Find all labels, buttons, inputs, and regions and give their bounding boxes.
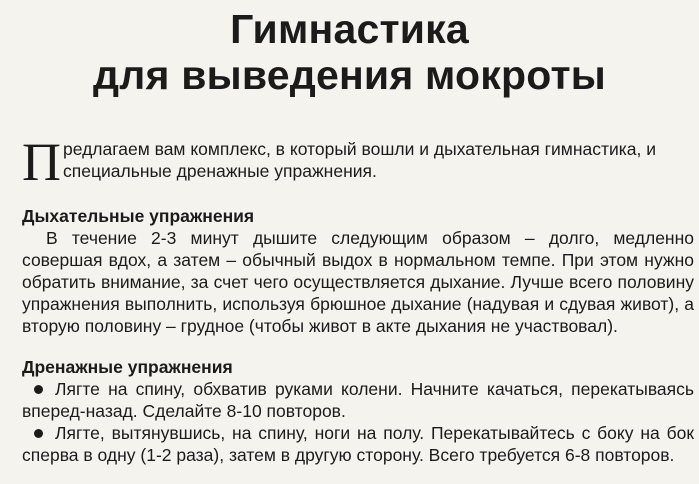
intro-paragraph — [22, 132, 694, 192]
title-line-2: для выведения мокроты — [93, 52, 606, 98]
drainage-section — [22, 356, 694, 466]
list-item — [22, 422, 694, 466]
page-bleed-through-middle — [0, 108, 699, 134]
intro-text: редлагаем вам комплекс, в который вошли и дыхательная гимнастика, и специальные дренажные упражнения. — [63, 139, 657, 181]
breathing-heading: Дыхательные упражнения — [22, 206, 255, 226]
list-item — [22, 378, 694, 422]
drainage-list — [22, 378, 694, 466]
article-title — [0, 6, 699, 98]
breathing-section — [22, 205, 694, 337]
list-item-text: Лягте на спину, обхватив руками колени. Начните качаться, перекатываясь вперед-назад. Сделайте 8-10 повторов. — [22, 379, 694, 421]
breathing-text: В течение 2-3 минут дышите следующим образом – долго, медленно совершая вдох, а затем – обычный выдох в нормальном темпе. При этом нужно обратить внимание, за счет чего осуществляется дыхание. Лучше всего половину упражнения выполнить, используя брюшное дыхание (надувая и сдувая живот), а вторую половину – грудное (чтобы живот в акте дыхания не участвовал). — [22, 228, 694, 336]
bullet-icon — [34, 385, 43, 394]
drainage-heading: Дренажные упражнения — [22, 357, 233, 377]
bullet-icon — [34, 429, 43, 438]
title-line-1: Гимнастика — [230, 6, 469, 52]
drop-cap: П — [22, 132, 61, 192]
list-item-text: Лягте, вытянувшись, на спину, ноги на полу. Перекатывайтесь с боку на бок сперва в одну (1-2 раза), затем в другую сторону. Всего требуется 6-8 повторов. — [22, 423, 694, 465]
